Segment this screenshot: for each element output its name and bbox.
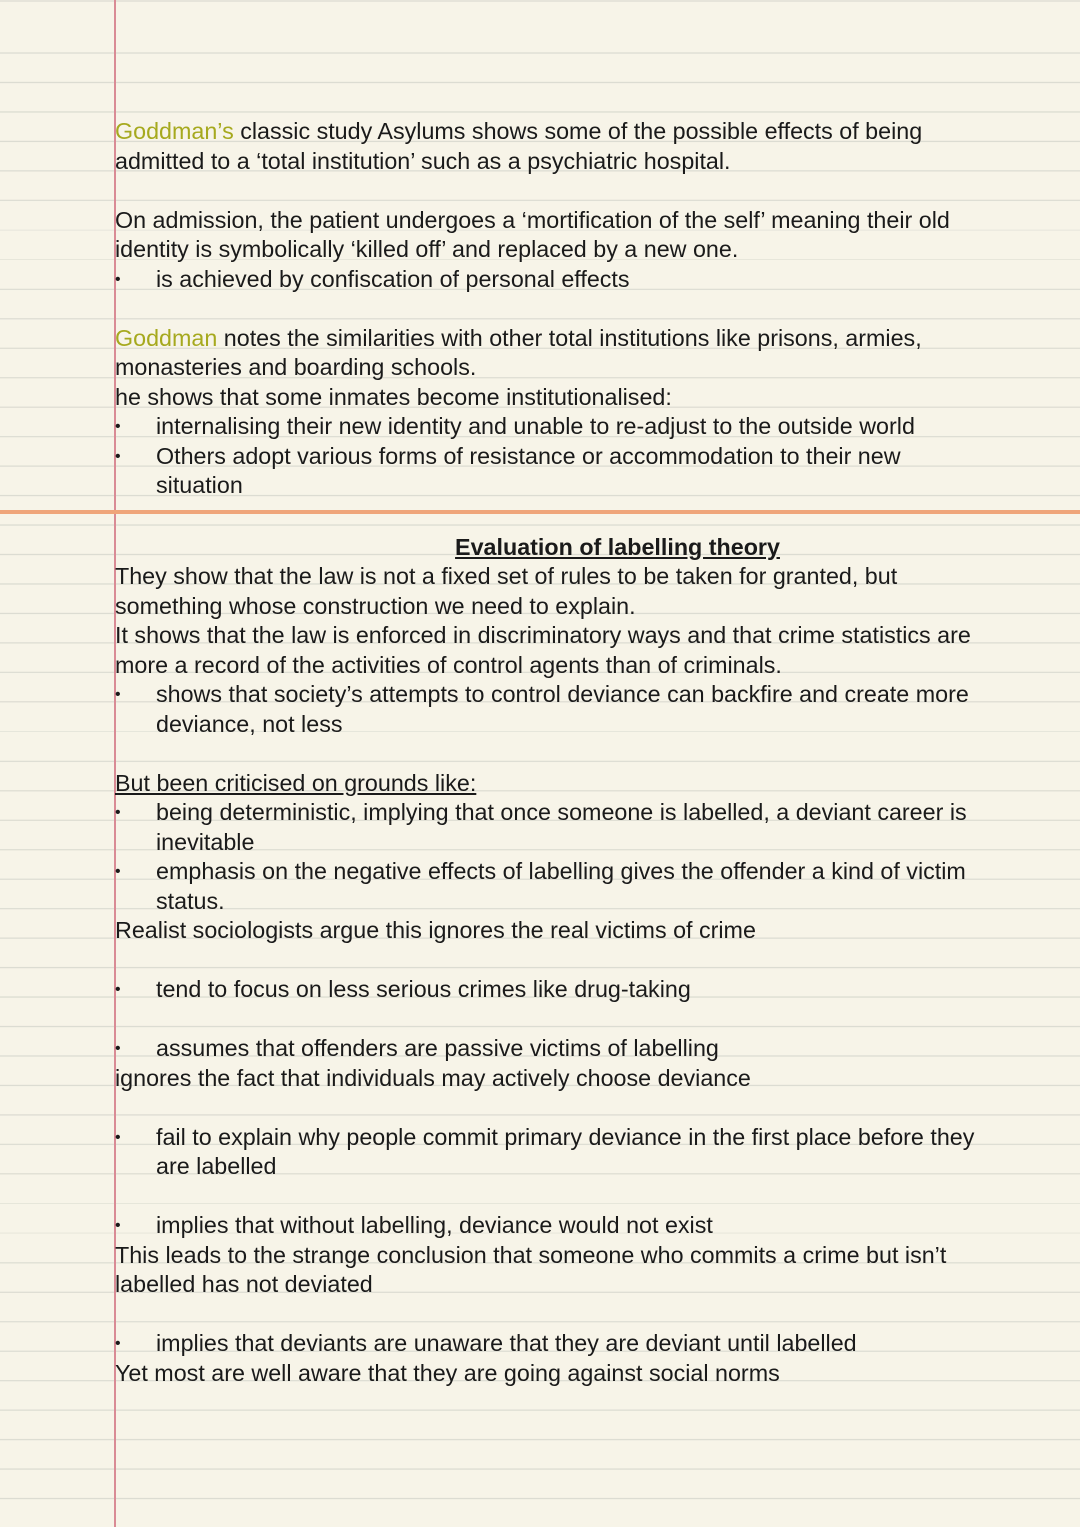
text-line: It shows that the law is enforced in discriminatory ways and that crime statistics are (115, 622, 971, 648)
bullet-icon: • (115, 418, 121, 435)
bullet-item (115, 1123, 1050, 1153)
text: fail to explain why people commit primary deviance in the first place before they (156, 1123, 975, 1150)
text-line: he shows that some inmates become institutionalised: (115, 383, 672, 410)
text-line: monasteries and boarding schools. (115, 354, 477, 380)
text: being deterministic, implying that once someone is labelled, a deviant career is (156, 799, 967, 825)
bullet-icon: • (115, 1040, 121, 1057)
section-heading: Evaluation of labelling theory (455, 533, 780, 560)
blank-line (115, 1005, 1050, 1035)
text-line: more a record of the activities of control agents than of criminals. (115, 651, 782, 678)
evaluation-notes (115, 533, 1050, 1389)
blank-line (115, 1300, 1050, 1330)
text: shows that society’s attempts to control deviance can backfire and create more (156, 681, 969, 707)
text-line (115, 117, 1050, 147)
bullet-item (115, 412, 1050, 442)
bullet-item (115, 680, 1050, 710)
section-divider (0, 510, 1080, 514)
bullet-icon: • (115, 686, 121, 703)
blank-line (115, 946, 1050, 976)
bullet-icon: • (115, 1128, 121, 1146)
text-line: This leads to the strange conclusion that someone who commits a crime but isn’t (115, 1241, 947, 1268)
highlighted-name: Goddman’s (115, 118, 234, 144)
text-line: inevitable (156, 828, 255, 855)
text-line: On admission, the patient undergoes a ‘mortification of the self’ meaning their old (115, 206, 950, 233)
bullet-icon: • (115, 447, 121, 465)
text-line: admitted to a ‘total institution’ such as a psychiatric hospital. (115, 147, 731, 174)
bullet-item (115, 1329, 1050, 1359)
blank-line (115, 176, 1050, 206)
text: emphasis on the negative effects of labelling gives the offender a kind of victim (156, 858, 966, 884)
highlighted-name: Goddman (115, 324, 218, 351)
text: tend to focus on less serious crimes like drug-taking (156, 976, 691, 1002)
blank-line (115, 1182, 1050, 1212)
text-line: Realist sociologists argue this ignores the real victims of crime (115, 917, 756, 943)
goffman-notes (115, 117, 1050, 501)
bullet-icon: • (115, 1335, 121, 1352)
text-line: are labelled (156, 1153, 277, 1179)
text-line (115, 324, 1050, 354)
bullet-icon: • (115, 804, 121, 821)
bullet-icon: • (115, 270, 121, 288)
text: implies that without labelling, deviance would not exist (156, 1212, 713, 1238)
text-line: Yet most are well aware that they are going against social norms (115, 1359, 780, 1386)
bullet-item (115, 798, 1050, 828)
text: is achieved by confiscation of personal effects (156, 265, 630, 292)
text-line: labelled has not deviated (115, 1271, 373, 1297)
text: implies that deviants are unaware that they are deviant until labelled (156, 1330, 857, 1356)
bullet-item (115, 1034, 1050, 1064)
bullet-item (115, 442, 1050, 472)
text-line: situation (156, 472, 243, 498)
bullet-item (115, 975, 1050, 1005)
text: notes the similarities with other total institutions like prisons, armies, (217, 324, 922, 351)
text-line: something whose construction we need to explain. (115, 592, 636, 619)
text: assumes that offenders are passive victims of labelling (156, 1035, 719, 1061)
bullet-item (115, 265, 1050, 295)
bullet-icon: • (115, 1217, 121, 1234)
text-line (115, 769, 1050, 799)
blank-line (115, 1093, 1050, 1123)
bullet-icon: • (115, 863, 121, 880)
text: internalising their new identity and unable to re-adjust to the outside world (156, 413, 915, 439)
blank-line (115, 294, 1050, 324)
text-line: ignores the fact that individuals may actively choose deviance (115, 1064, 751, 1091)
text: classic study Asylums shows some of the possible effects of being (233, 118, 923, 144)
bullet-item (115, 1211, 1050, 1241)
text-line: They show that the law is not a fixed set of rules to be taken for granted, but (115, 563, 898, 589)
bullet-icon: • (115, 981, 121, 998)
text-line: status. (156, 887, 225, 914)
text-line: deviance, not less (156, 710, 343, 737)
criticism-heading: But been criticised on grounds like: (115, 769, 477, 796)
text-line: identity is symbolically ‘killed off’ and replaced by a new one. (115, 236, 739, 262)
bullet-item (115, 857, 1050, 887)
text: Others adopt various forms of resistance or accommodation to their new (156, 442, 901, 469)
blank-line (115, 739, 1050, 769)
